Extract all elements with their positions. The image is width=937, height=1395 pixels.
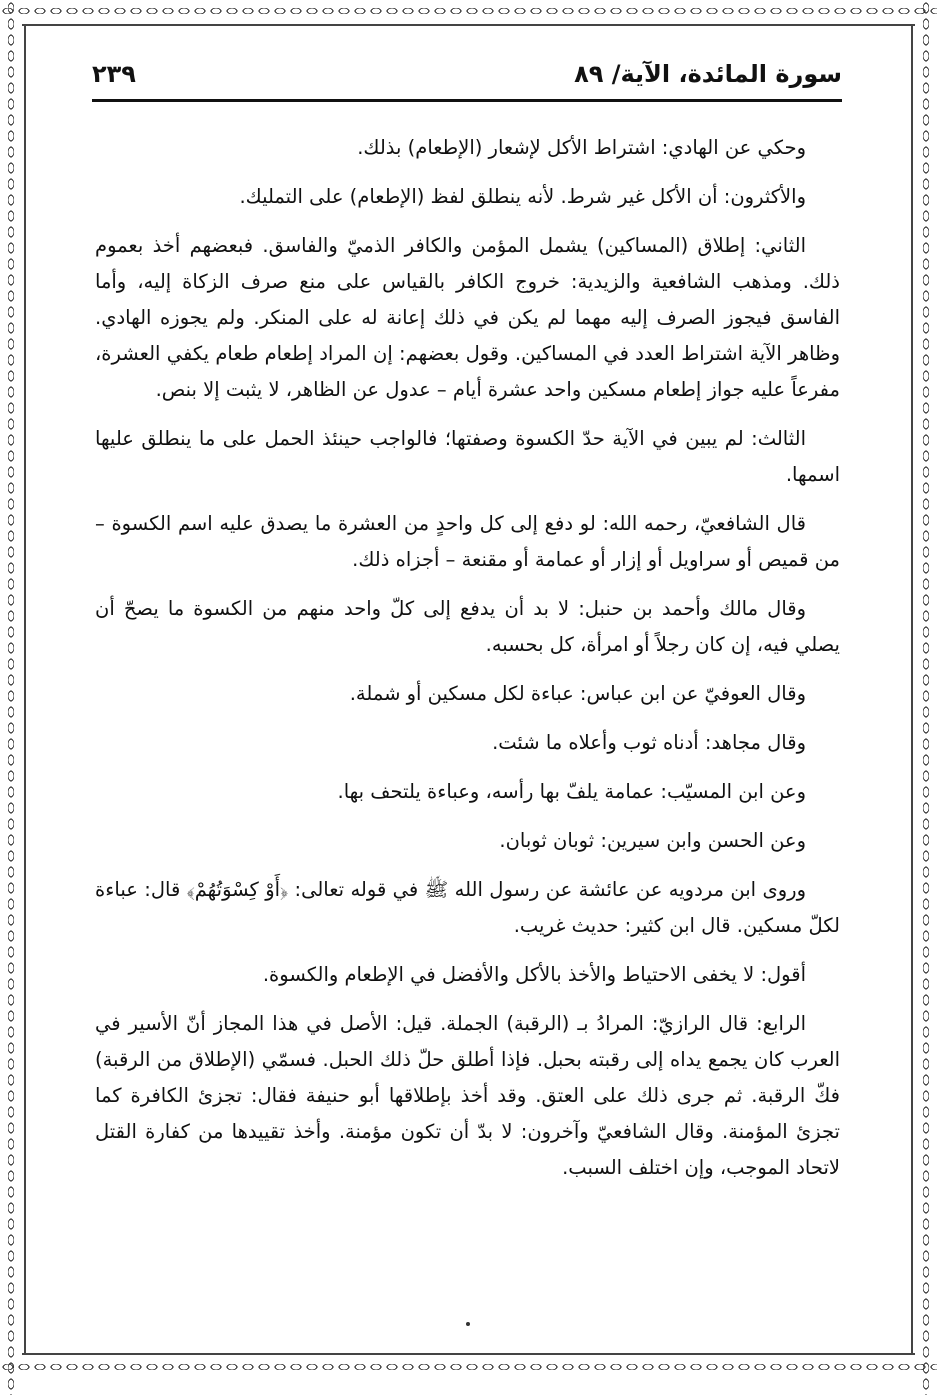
paragraph: الرابع: قال الرازيّ: المرادُ بـ (الرقبة) الجملة. قيل: الأصل في هذا المجاز أنّ الأسير في العرب كان يجمع يداه إلى رقبته بحبل. فإذا أطلق حلّ ذلك الحبل. فسمّي (الإطلاق من الرقبة) فكّ الرقبة. ثم جرى ذلك على العتق. وقد أخذ بإطلاقها أبو حنيفة فقال: تجزئ الكافرة كما تجزئ المؤمنة. وقال الشافعيّ وآخرون: لا بدّ أن تكون مؤمنة. وأخذ تقييدها من كفارة القتل لاتحاد الموجب، وإن اختلف السبب. (95, 1012, 840, 1179)
paragraph: وعن الحسن وابن سيرين: ثوبان ثوبان. (499, 829, 806, 852)
paragraph: وعن ابن المسيّب: عمامة يلفّ بها رأسه، وعباءة يلتحف بها. (337, 780, 806, 803)
paragraph: وقال مجاهد: أدناه ثوب وأعلاه ما شئت. (492, 731, 806, 754)
running-title: سورة المائدة، الآية/ ٨٩ (574, 60, 842, 88)
frame-line-right (911, 24, 913, 1355)
page-dot-mark (466, 1322, 470, 1326)
paragraph: وقال العوفيّ عن ابن عباس: عباءة لكل مسكين أو شملة. (349, 682, 806, 705)
decorative-border-bottom (0, 1356, 937, 1378)
page-body (95, 130, 840, 1199)
paragraph: قال الشافعيّ، رحمه الله: لو دفع إلى كل واحدٍ من العشرة ما يصدق عليه اسم الكسوة – من قميص أو سراويل أو إزار أو عمامة أو مقنعة – أجزاه ذلك. (95, 512, 840, 571)
decorative-border-left (0, 0, 22, 1395)
decorative-border-top (0, 0, 937, 22)
header-rule (92, 99, 842, 102)
paragraph: الثالث: لم يبين في الآية حدّ الكسوة وصفتها؛ فالواجب حينئذ الحمل على ما ينطلق عليها اسمها. (95, 427, 840, 486)
frame-line-top (22, 24, 915, 26)
paragraph: والأكثرون: أن الأكل غير شرط. لأنه ينطلق لفظ (الإطعام) على التمليك. (239, 185, 806, 208)
paragraph: الثاني: إطلاق (المساكين) يشمل المؤمن والكافر الذميّ والفاسق. فبعضهم أخذ بعموم ذلك. ومذهب الشافعية والزيدية: خروج الكافر بالقياس على منع صرف الزكاة إليه، وأما الفاسق فيجوز الصرف إليه مهما لم يكن في ذلك إعانة له على المنكر. ولم يجوزه الهادي. وظاهر الآية اشتراط العدد في المساكين. وقول بعضهم: إن المراد إطعام طعام يكفي العشرة، مفرعاً عليه جواز إطعام مسكين واحد عشرة أيام – عدول عن الظاهر، لا يثبت إلا بنص. (95, 234, 840, 401)
paragraph: أقول: لا يخفى الاحتياط والأخذ بالأكل والأفضل في الإطعام والكسوة. (262, 963, 806, 986)
paragraph: وروى ابن مردويه عن عائشة عن رسول الله ﷺ في قوله تعالى: ﴿أَوْ كِسْوَتُهُمْ﴾ قال: عباءة لكلّ مسكين. قال ابن كثير: حديث غريب. (95, 878, 840, 937)
frame-line-bottom (22, 1353, 915, 1355)
decorative-border-right (915, 0, 937, 1395)
paragraph: وحكي عن الهادي: اشتراط الأكل لإشعار (الإطعام) بذلك. (357, 136, 806, 159)
paragraph: وقال مالك وأحمد بن حنبل: لا بد أن يدفع إلى كلّ واحد منهم من الكسوة ما يصحّ أن يصلي فيه، إن كان رجلاً أو امرأة، كل بحسبه. (95, 597, 840, 656)
frame-line-left (24, 24, 26, 1355)
page-header (92, 58, 842, 98)
page-number: ٢٣٩ (92, 60, 136, 88)
